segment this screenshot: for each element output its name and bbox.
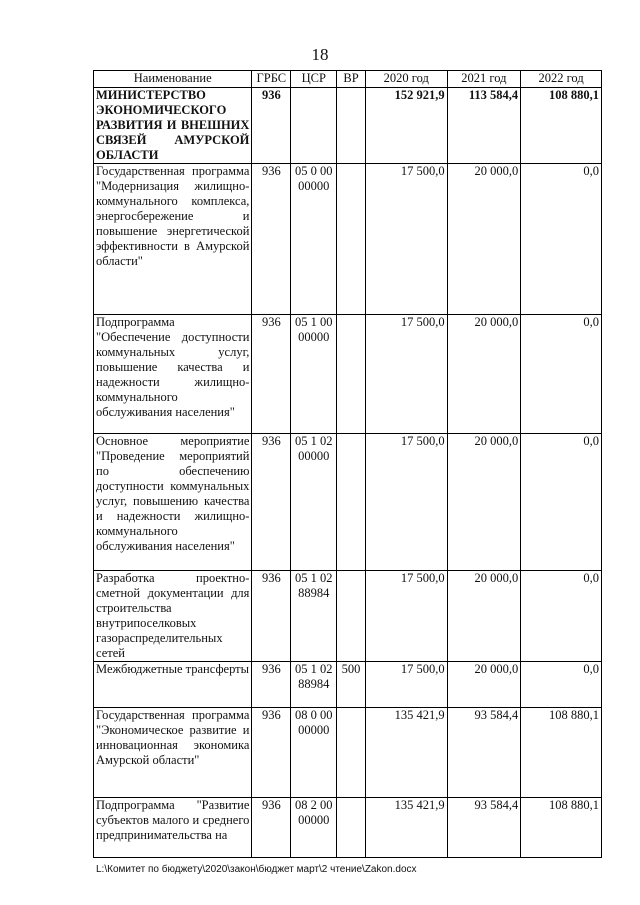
header-csr: ЦСР (291, 71, 337, 88)
budget-table (93, 70, 602, 858)
table-row (94, 88, 602, 164)
row-csr: 05 1 02 88984 (291, 662, 337, 708)
header-2022: 2022 год (521, 71, 602, 88)
table-row (94, 434, 602, 571)
row-2020: 135 421,9 (365, 708, 447, 798)
row-vr (337, 571, 366, 662)
row-vr (337, 434, 366, 571)
row-csr: 05 1 02 88984 (291, 571, 337, 662)
row-csr: 08 0 00 00000 (291, 708, 337, 798)
row-2021: 20 000,0 (447, 315, 521, 434)
row-name: Межбюджетные трансферты (94, 662, 252, 708)
row-2022: 108 880,1 (521, 708, 602, 798)
row-csr: 05 1 00 00000 (291, 315, 337, 434)
row-vr (337, 708, 366, 798)
row-2021: 20 000,0 (447, 662, 521, 708)
row-grbs: 936 (252, 798, 291, 858)
header-vr: ВР (337, 71, 366, 88)
row-2021: 20 000,0 (447, 434, 521, 571)
header-grbs: ГРБС (252, 71, 291, 88)
row-name: Разработка проектно-сметной документации для строительства внутрипоселковых газораспределительных сетей (94, 571, 252, 662)
row-2020: 17 500,0 (365, 571, 447, 662)
table-row (94, 571, 602, 662)
row-grbs: 936 (252, 88, 291, 164)
row-name: Государственная программа "Экономическое развитие и инновационная экономика Амурской области" (94, 708, 252, 798)
header-name: Наименование (94, 71, 252, 88)
page-number: 18 (311, 45, 329, 64)
row-grbs: 936 (252, 662, 291, 708)
row-2022: 108 880,1 (521, 88, 602, 164)
row-2022: 108 880,1 (521, 798, 602, 858)
row-name: Подпрограмма "Обеспечение доступности коммунальных услуг, повышение качества и надежности жилищно-коммунального обслуживания населения" (94, 315, 252, 434)
table-header-row (94, 71, 602, 88)
table-row (94, 708, 602, 798)
row-name: Подпрограмма "Развитие субъектов малого и среднего предпринимательства на (94, 798, 252, 858)
table-row (94, 315, 602, 434)
table-row (94, 798, 602, 858)
table-row (94, 164, 602, 315)
table-row (94, 662, 602, 708)
row-2021: 93 584,4 (447, 708, 521, 798)
row-csr: 08 2 00 00000 (291, 798, 337, 858)
row-2022: 0,0 (521, 571, 602, 662)
row-grbs: 936 (252, 708, 291, 798)
row-2020: 17 500,0 (365, 662, 447, 708)
row-2021: 20 000,0 (447, 164, 521, 315)
row-csr: 05 0 00 00000 (291, 164, 337, 315)
header-2021: 2021 год (447, 71, 521, 88)
row-2020: 17 500,0 (365, 434, 447, 571)
row-vr (337, 315, 366, 434)
row-name: Основное мероприятие "Проведение мероприятий по обеспечению доступности коммунальных услуг, повышению качества и надежности жилищно-коммунального обслуживания населения" (94, 434, 252, 571)
row-2022: 0,0 (521, 434, 602, 571)
row-2021: 113 584,4 (447, 88, 521, 164)
row-grbs: 936 (252, 434, 291, 571)
row-2020: 152 921,9 (365, 88, 447, 164)
row-2021: 20 000,0 (447, 571, 521, 662)
row-name: Государственная программа "Модернизация жилищно-коммунального комплекса, энергосбережение и повышение энергетической эффективности в Амурской области" (94, 164, 252, 315)
row-grbs: 936 (252, 571, 291, 662)
row-grbs: 936 (252, 315, 291, 434)
row-vr (337, 164, 366, 315)
row-vr (337, 798, 366, 858)
row-grbs: 936 (252, 164, 291, 315)
row-2022: 0,0 (521, 662, 602, 708)
row-2020: 135 421,9 (365, 798, 447, 858)
row-2021: 93 584,4 (447, 798, 521, 858)
row-vr: 500 (337, 662, 366, 708)
row-2022: 0,0 (521, 315, 602, 434)
row-csr: 05 1 02 00000 (291, 434, 337, 571)
row-csr (291, 88, 337, 164)
row-2022: 0,0 (521, 164, 602, 315)
row-vr (337, 88, 366, 164)
row-2020: 17 500,0 (365, 315, 447, 434)
file-path-footer: L:\Комитет по бюджету\2020\закон\бюджет март\2 чтение\Zakon.docx (96, 864, 417, 875)
row-2020: 17 500,0 (365, 164, 447, 315)
header-2020: 2020 год (365, 71, 447, 88)
row-name: МИНИСТЕРСТВО ЭКОНОМИЧЕСКОГО РАЗВИТИЯ И ВНЕШНИХ СВЯЗЕЙ АМУРСКОЙ ОБЛАСТИ (94, 88, 252, 164)
